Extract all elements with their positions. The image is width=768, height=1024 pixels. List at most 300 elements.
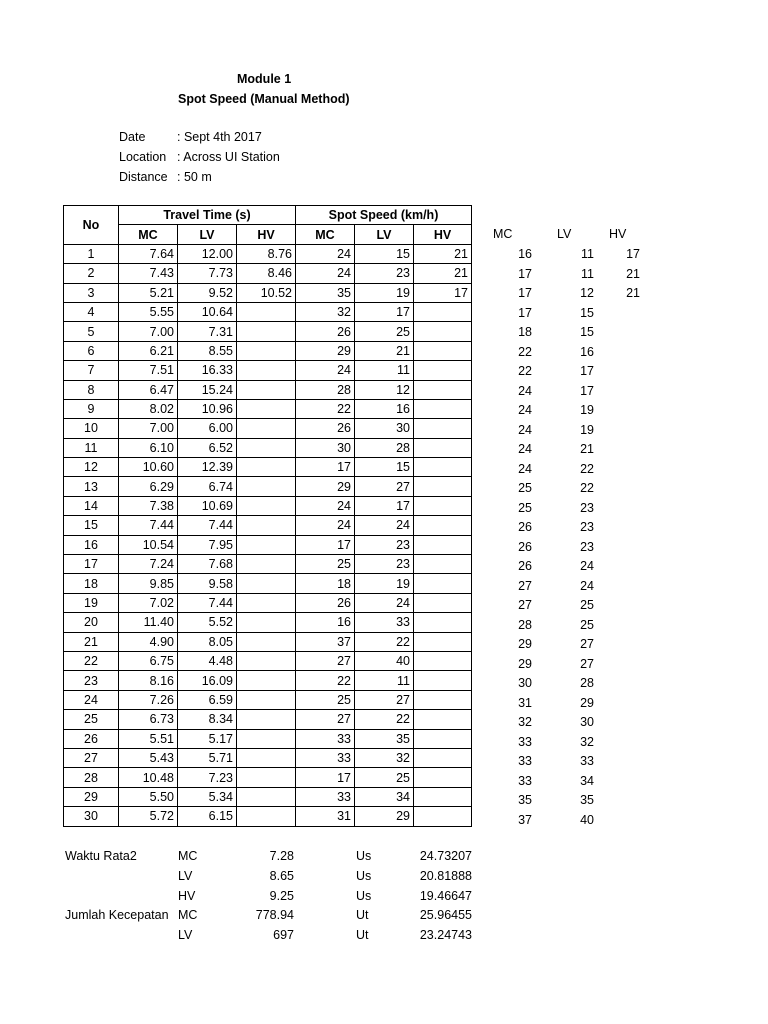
location-value: : Across UI Station [177, 150, 280, 164]
summary-label: Waktu Rata2 [65, 849, 137, 863]
ss-lv-cell: 11 [355, 671, 414, 690]
no-cell: 13 [64, 477, 119, 496]
tt-lv-cell: 9.52 [178, 283, 237, 302]
no-cell: 10 [64, 419, 119, 438]
sorted-mc-value: 22 [518, 364, 532, 378]
ss-hv-cell [414, 651, 472, 670]
ss-hv-cell [414, 690, 472, 709]
sorted-lv-value: 32 [580, 734, 594, 749]
ss-lv-cell: 22 [355, 632, 414, 651]
ss-lv-cell: 28 [355, 438, 414, 457]
ss-lv-cell: 22 [355, 710, 414, 729]
no-cell: 1 [64, 244, 119, 263]
travel-time-header: Travel Time (s) [119, 206, 296, 225]
sorted-mc-header: MC [493, 227, 513, 241]
table-row [64, 632, 472, 651]
table-row [64, 535, 472, 554]
ss-lv-cell: 12 [355, 380, 414, 399]
no-cell: 4 [64, 302, 119, 321]
tt-lv-cell: 10.64 [178, 302, 237, 321]
no-cell: 11 [64, 438, 119, 457]
sorted-lv-value: 21 [580, 442, 594, 456]
table-row [64, 516, 472, 535]
ss-hv-cell [414, 768, 472, 787]
sorted-mc-value: 26 [518, 520, 532, 534]
ss-hv-cell [414, 419, 472, 438]
tt-hv-cell [237, 361, 296, 380]
ss-hv-cell [414, 613, 472, 632]
no-cell: 17 [64, 555, 119, 574]
tt-hv-cell [237, 807, 296, 826]
tt-mc-cell: 7.43 [119, 264, 178, 283]
tt-mc-cell: 7.02 [119, 593, 178, 612]
sorted-lv-value: 15 [580, 305, 594, 320]
no-cell: 7 [64, 361, 119, 380]
ss-mc-cell: 26 [296, 419, 355, 438]
distance-label: Distance [119, 170, 168, 184]
ss-lv-cell: 40 [355, 651, 414, 670]
tt-mc-cell: 5.50 [119, 787, 178, 806]
ss-hv-cell: 21 [414, 244, 472, 263]
sorted-mc-value: 33 [518, 773, 532, 788]
sorted-lv-value: 27 [580, 656, 594, 671]
tt-mc-cell: 7.00 [119, 419, 178, 438]
tt-hv-cell [237, 419, 296, 438]
tt-hv-header: HV [237, 225, 296, 244]
no-cell: 20 [64, 613, 119, 632]
tt-lv-cell: 8.34 [178, 710, 237, 729]
tt-hv-cell [237, 632, 296, 651]
no-cell: 12 [64, 458, 119, 477]
ss-lv-cell: 17 [355, 302, 414, 321]
table-row [64, 283, 472, 302]
ss-lv-cell: 34 [355, 787, 414, 806]
summary-label: Jumlah Kecepatan [65, 908, 169, 923]
sorted-mc-value: 29 [518, 637, 532, 651]
sorted-lv-value: 23 [580, 539, 594, 554]
ss-mc-cell: 28 [296, 380, 355, 399]
tt-mc-cell: 8.02 [119, 399, 178, 418]
ss-lv-cell: 17 [355, 496, 414, 515]
tt-hv-cell [237, 516, 296, 535]
ss-hv-cell [414, 729, 472, 748]
ss-mc-cell: 24 [296, 264, 355, 283]
summary-vehicle-type: LV [178, 868, 193, 883]
no-cell: 15 [64, 516, 119, 535]
ss-lv-cell: 11 [355, 361, 414, 380]
ss-hv-cell: 21 [414, 264, 472, 283]
sorted-mc-value: 22 [518, 344, 532, 359]
ss-hv-cell [414, 477, 472, 496]
tt-hv-cell: 8.46 [237, 264, 296, 283]
tt-lv-cell: 7.23 [178, 768, 237, 787]
sorted-mc-value: 37 [518, 812, 532, 827]
sorted-lv-value: 33 [580, 754, 594, 768]
ss-lv-cell: 16 [355, 399, 414, 418]
table-row [64, 671, 472, 690]
spot-speed-table [63, 205, 472, 827]
tt-mc-header: MC [119, 225, 178, 244]
tt-mc-cell: 10.54 [119, 535, 178, 554]
sorted-lv-value: 16 [580, 344, 594, 359]
tt-hv-cell [237, 322, 296, 341]
tt-mc-cell: 6.75 [119, 651, 178, 670]
no-cell: 26 [64, 729, 119, 748]
ss-mc-cell: 24 [296, 516, 355, 535]
tt-mc-cell: 9.85 [119, 574, 178, 593]
tt-mc-cell: 5.51 [119, 729, 178, 748]
tt-lv-cell: 6.52 [178, 438, 237, 457]
sorted-mc-value: 24 [518, 383, 532, 398]
sorted-mc-column [500, 245, 532, 830]
tt-lv-cell: 15.24 [178, 380, 237, 399]
sorted-mc-value: 33 [518, 734, 532, 749]
tt-lv-cell: 16.09 [178, 671, 237, 690]
ss-mc-cell: 22 [296, 399, 355, 418]
tt-mc-cell: 7.26 [119, 690, 178, 709]
date-label: Date [119, 130, 146, 144]
ss-mc-cell: 27 [296, 651, 355, 670]
ss-hv-cell [414, 302, 472, 321]
summary-value: 697 [273, 928, 294, 943]
sorted-lv-value: 17 [580, 383, 594, 398]
ss-mc-cell: 17 [296, 458, 355, 477]
tt-hv-cell [237, 671, 296, 690]
tt-hv-cell [237, 380, 296, 399]
ss-hv-cell [414, 341, 472, 360]
no-cell: 5 [64, 322, 119, 341]
ss-mc-header: MC [296, 225, 355, 244]
ss-mc-cell: 31 [296, 807, 355, 826]
tt-hv-cell [237, 496, 296, 515]
ss-mc-cell: 35 [296, 283, 355, 302]
tt-lv-cell: 5.17 [178, 729, 237, 748]
tt-lv-cell: 8.55 [178, 341, 237, 360]
summary-result: 23.24743 [419, 928, 472, 943]
tt-hv-cell [237, 477, 296, 496]
ss-mc-cell: 26 [296, 593, 355, 612]
tt-mc-cell: 6.47 [119, 380, 178, 399]
sorted-hv-value: 21 [626, 266, 640, 281]
tt-mc-cell: 10.48 [119, 768, 178, 787]
table-row [64, 477, 472, 496]
tt-hv-cell [237, 593, 296, 612]
ss-lv-cell: 24 [355, 516, 414, 535]
ss-lv-cell: 19 [355, 283, 414, 302]
summary-value: 9.25 [269, 888, 294, 903]
tt-lv-cell: 4.48 [178, 651, 237, 670]
table-row [64, 244, 472, 263]
sorted-lv-value: 40 [580, 812, 594, 827]
tt-mc-cell: 6.29 [119, 477, 178, 496]
table-row [64, 593, 472, 612]
sorted-mc-value: 17 [518, 305, 532, 320]
no-cell: 19 [64, 593, 119, 612]
table-row [64, 264, 472, 283]
table-row [64, 690, 472, 709]
ss-mc-cell: 24 [296, 361, 355, 380]
sorted-lv-value: 12 [580, 286, 594, 300]
summary-result: 24.73207 [419, 849, 472, 863]
ss-mc-cell: 24 [296, 244, 355, 263]
summary-symbol: Ut [356, 928, 369, 943]
tt-mc-cell: 5.55 [119, 302, 178, 321]
ss-lv-cell: 15 [355, 244, 414, 263]
summary-result: 25.96455 [419, 908, 472, 923]
tt-lv-cell: 5.71 [178, 748, 237, 767]
tt-lv-cell: 7.95 [178, 535, 237, 554]
table-row [64, 651, 472, 670]
table-row [64, 710, 472, 729]
tt-mc-cell: 6.10 [119, 438, 178, 457]
tt-lv-header: LV [178, 225, 237, 244]
tt-lv-cell: 6.00 [178, 419, 237, 438]
spot-speed-header: Spot Speed (km/h) [296, 206, 472, 225]
table-row [64, 613, 472, 632]
sorted-mc-value: 16 [518, 247, 532, 261]
tt-lv-cell: 5.34 [178, 787, 237, 806]
ss-hv-cell [414, 574, 472, 593]
ss-lv-cell: 27 [355, 690, 414, 709]
tt-hv-cell [237, 535, 296, 554]
summary-symbol: Us [356, 849, 372, 863]
sorted-lv-value: 15 [580, 325, 594, 339]
no-cell: 21 [64, 632, 119, 651]
no-cell: 16 [64, 535, 119, 554]
ss-hv-cell [414, 438, 472, 457]
tt-hv-cell [237, 458, 296, 477]
table-row [64, 555, 472, 574]
sorted-mc-value: 35 [518, 793, 532, 807]
tt-mc-cell: 7.51 [119, 361, 178, 380]
no-cell: 9 [64, 399, 119, 418]
tt-hv-cell [237, 438, 296, 457]
tt-mc-cell: 10.60 [119, 458, 178, 477]
ss-hv-cell [414, 361, 472, 380]
no-cell: 2 [64, 264, 119, 283]
ss-lv-cell: 33 [355, 613, 414, 632]
table-row [64, 438, 472, 457]
no-cell: 24 [64, 690, 119, 709]
sorted-hv-column [608, 245, 640, 304]
no-cell: 27 [64, 748, 119, 767]
ss-lv-cell: 23 [355, 535, 414, 554]
table-row [64, 380, 472, 399]
summary-result: 19.46647 [419, 888, 472, 903]
tt-hv-cell [237, 729, 296, 748]
ss-mc-cell: 29 [296, 341, 355, 360]
sorted-lv-value: 27 [580, 637, 594, 651]
ss-mc-cell: 17 [296, 535, 355, 554]
table-row [64, 341, 472, 360]
tt-mc-cell: 7.44 [119, 516, 178, 535]
tt-mc-cell: 7.64 [119, 244, 178, 263]
ss-mc-cell: 32 [296, 302, 355, 321]
tt-lv-cell: 7.73 [178, 264, 237, 283]
no-cell: 28 [64, 768, 119, 787]
table-row [64, 768, 472, 787]
tt-lv-cell: 6.74 [178, 477, 237, 496]
ss-hv-cell [414, 516, 472, 535]
sorted-lv-value: 29 [580, 695, 594, 710]
ss-mc-cell: 22 [296, 671, 355, 690]
sorted-lv-column [562, 245, 594, 830]
ss-lv-cell: 23 [355, 555, 414, 574]
sorted-mc-value: 30 [518, 676, 532, 690]
tt-hv-cell [237, 787, 296, 806]
tt-hv-cell [237, 574, 296, 593]
sorted-mc-value: 31 [518, 695, 532, 710]
table-row [64, 458, 472, 477]
tt-hv-cell [237, 302, 296, 321]
summary-value: 8.65 [269, 868, 294, 883]
ss-hv-cell [414, 593, 472, 612]
tt-mc-cell: 4.90 [119, 632, 178, 651]
ss-hv-cell [414, 399, 472, 418]
table-row [64, 496, 472, 515]
tt-hv-cell [237, 341, 296, 360]
ss-lv-cell: 29 [355, 807, 414, 826]
ss-hv-cell [414, 787, 472, 806]
ss-mc-cell: 16 [296, 613, 355, 632]
tt-hv-cell [237, 613, 296, 632]
ss-mc-cell: 24 [296, 496, 355, 515]
sorted-mc-value: 24 [518, 442, 532, 456]
ss-mc-cell: 27 [296, 710, 355, 729]
tt-lv-cell: 8.05 [178, 632, 237, 651]
table-row [64, 361, 472, 380]
ss-lv-cell: 32 [355, 748, 414, 767]
sorted-hv-value: 17 [626, 247, 640, 261]
sorted-lv-value: 25 [580, 617, 594, 632]
no-cell: 14 [64, 496, 119, 515]
sorted-lv-value: 23 [580, 500, 594, 515]
sorted-lv-value: 35 [580, 793, 594, 807]
ss-mc-cell: 37 [296, 632, 355, 651]
sorted-lv-value: 24 [580, 559, 594, 573]
ss-mc-cell: 33 [296, 729, 355, 748]
tt-lv-cell: 7.31 [178, 322, 237, 341]
tt-mc-cell: 6.21 [119, 341, 178, 360]
ss-mc-cell: 33 [296, 787, 355, 806]
ss-lv-cell: 19 [355, 574, 414, 593]
tt-mc-cell: 5.72 [119, 807, 178, 826]
tt-lv-cell: 16.33 [178, 361, 237, 380]
sorted-mc-value: 26 [518, 559, 532, 573]
no-cell: 29 [64, 787, 119, 806]
no-cell: 30 [64, 807, 119, 826]
table-row [64, 748, 472, 767]
tt-hv-cell: 10.52 [237, 283, 296, 302]
ss-mc-cell: 18 [296, 574, 355, 593]
table-row [64, 399, 472, 418]
sorted-mc-value: 17 [518, 266, 532, 281]
tt-lv-cell: 5.52 [178, 613, 237, 632]
sorted-hv-value: 21 [626, 286, 640, 300]
ss-hv-cell [414, 632, 472, 651]
tt-hv-cell [237, 710, 296, 729]
ss-hv-cell [414, 748, 472, 767]
ss-hv-header: HV [414, 225, 472, 244]
tt-hv-cell: 8.76 [237, 244, 296, 263]
table-row [64, 574, 472, 593]
sorted-mc-value: 25 [518, 500, 532, 515]
tt-mc-cell: 6.73 [119, 710, 178, 729]
ss-hv-cell [414, 458, 472, 477]
tt-mc-cell: 7.38 [119, 496, 178, 515]
sorted-lv-value: 22 [580, 481, 594, 495]
tt-lv-cell: 12.39 [178, 458, 237, 477]
tt-hv-cell [237, 555, 296, 574]
ss-hv-cell: 17 [414, 283, 472, 302]
tt-lv-cell: 10.69 [178, 496, 237, 515]
sorted-lv-value: 25 [580, 598, 594, 612]
ss-lv-cell: 21 [355, 341, 414, 360]
sorted-lv-value: 23 [580, 520, 594, 534]
location-label: Location [119, 150, 167, 164]
ss-mc-cell: 25 [296, 690, 355, 709]
no-cell: 8 [64, 380, 119, 399]
no-cell: 6 [64, 341, 119, 360]
ss-mc-cell: 30 [296, 438, 355, 457]
sorted-lv-value: 24 [580, 578, 594, 593]
tt-lv-cell: 7.44 [178, 516, 237, 535]
sorted-mc-value: 27 [518, 598, 532, 612]
ss-lv-cell: 25 [355, 322, 414, 341]
summary-symbol: Ut [356, 908, 369, 923]
table-row [64, 302, 472, 321]
summary-result: 20.81888 [419, 868, 472, 883]
sorted-mc-value: 29 [518, 656, 532, 671]
table-row [64, 419, 472, 438]
document-subtitle: Spot Speed (Manual Method) [178, 92, 350, 106]
sorted-mc-value: 17 [518, 286, 532, 300]
summary-vehicle-type: MC [178, 908, 198, 923]
table-row [64, 787, 472, 806]
tt-lv-cell: 9.58 [178, 574, 237, 593]
ss-lv-header: LV [355, 225, 414, 244]
sorted-lv-value: 19 [580, 403, 594, 417]
tt-mc-cell: 7.24 [119, 555, 178, 574]
date-value: : Sept 4th 2017 [177, 130, 262, 144]
ss-hv-cell [414, 380, 472, 399]
sorted-mc-value: 32 [518, 715, 532, 729]
sorted-lv-value: 11 [581, 266, 594, 281]
tt-lv-cell: 12.00 [178, 244, 237, 263]
no-cell: 25 [64, 710, 119, 729]
sorted-lv-header: LV [557, 227, 572, 241]
sorted-lv-value: 34 [580, 773, 594, 788]
ss-lv-cell: 27 [355, 477, 414, 496]
ss-hv-cell [414, 496, 472, 515]
tt-lv-cell: 7.68 [178, 555, 237, 574]
tt-hv-cell [237, 651, 296, 670]
module-title: Module 1 [237, 72, 292, 86]
no-header: No [64, 206, 119, 245]
ss-lv-cell: 15 [355, 458, 414, 477]
sorted-mc-value: 28 [518, 617, 532, 632]
distance-value: : 50 m [177, 170, 212, 184]
ss-lv-cell: 30 [355, 419, 414, 438]
ss-mc-cell: 17 [296, 768, 355, 787]
no-cell: 22 [64, 651, 119, 670]
ss-lv-cell: 23 [355, 264, 414, 283]
sorted-lv-value: 28 [580, 676, 594, 690]
ss-hv-cell [414, 322, 472, 341]
tt-lv-cell: 6.59 [178, 690, 237, 709]
ss-lv-cell: 25 [355, 768, 414, 787]
sorted-lv-value: 30 [580, 715, 594, 729]
